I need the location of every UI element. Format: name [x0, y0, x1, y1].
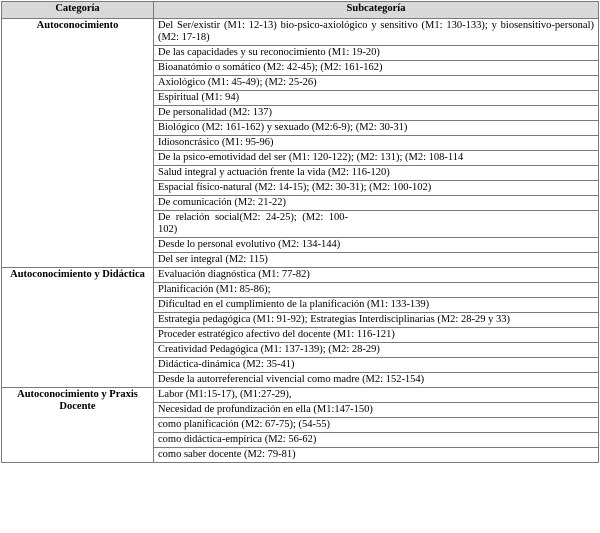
subcategory-cell: Axiológico (M1: 45-49); (M2: 25-26)	[154, 76, 599, 91]
header-category: Categoría	[2, 2, 154, 19]
subcategory-cell: como saber docente (M2: 79-81)	[154, 448, 599, 463]
category-cell: Autoconocimiento y Didáctica	[2, 268, 154, 388]
subcategory-cell: Desde lo personal evolutivo (M2: 134-144)	[154, 238, 599, 253]
table-row	[2, 19, 599, 46]
subcategory-cell: Salud integral y actuación frente la vida (M2: 116-120)	[154, 166, 599, 181]
subcategory-cell: Dificultad en el cumplimiento de la planificación (M1: 133-139)	[154, 298, 599, 313]
header-row	[2, 2, 599, 19]
subcategory-cell: De las capacidades y su reconocimiento (M1: 19-20)	[154, 46, 599, 61]
subcategory-cell: Evaluación diagnóstica (M1: 77-82)	[154, 268, 599, 283]
subcategory-cell: De la psico-emotividad del ser (M1: 120-122); (M2: 131); (M2: 108-114	[154, 151, 599, 166]
subcategory-cell: Idiosoncrásico (M1: 95-96)	[154, 136, 599, 151]
category-cell: Autoconocimiento	[2, 19, 154, 268]
table-row	[2, 388, 599, 403]
subcategory-cell: De comunicación (M2: 21-22)	[154, 196, 599, 211]
subcategory-cell: Proceder estratégico afectivo del docente (M1: 116-121)	[154, 328, 599, 343]
subcategory-cell: Bioanatómio o somático (M2: 42-45); (M2: 161-162)	[154, 61, 599, 76]
subcategory-cell: Espiritual (M1: 94)	[154, 91, 599, 106]
subcategory-cell: Labor (M1:15-17), (M1:27-29),	[154, 388, 599, 403]
subcategory-cell: Necesidad de profundización en ella (M1:147-150)	[154, 403, 599, 418]
subcategory-cell: Biológico (M2: 161-162) y sexuado (M2:6-9); (M2: 30-31)	[154, 121, 599, 136]
subcategory-cell: De personalidad (M2: 137)	[154, 106, 599, 121]
category-cell: Autoconocimiento y Praxis Docente	[2, 388, 154, 463]
table-row	[2, 268, 599, 283]
subcategory-cell: Creatividad Pedagógica (M1: 137-139); (M2: 28-29)	[154, 343, 599, 358]
subcategory-cell: Estrategia pedagógica (M1: 91-92); Estrategias Interdisciplinarias (M2: 28-29 y 33)	[154, 313, 599, 328]
subcategory-cell: Espacial físico-natural (M2: 14-15); (M2: 30-31); (M2: 100-102)	[154, 181, 599, 196]
category-table	[1, 1, 599, 463]
subcategory-cell: Del Ser/existir (M1: 12-13) bio-psico-axiológico y sensitivo (M1: 130-133); y biosensitivo-personal) (M2: 17-18)	[154, 19, 599, 46]
subcategory-cell: como planificación (M2: 67-75); (54-55)	[154, 418, 599, 433]
subcategory-cell: Planificación (M1: 85-86);	[154, 283, 599, 298]
subcategory-cell: Desde la autorreferencial vivencial como madre (M2: 152-154)	[154, 373, 599, 388]
subcategory-cell: De relación social(M2: 24-25); (M2: 100-102)	[154, 211, 599, 238]
subcategory-cell: Didáctica-dinámica (M2: 35-41)	[154, 358, 599, 373]
subcategory-cell: como didáctica-empírica (M2: 56-62)	[154, 433, 599, 448]
header-subcategory: Subcategoría	[154, 2, 599, 19]
subcategory-cell: Del ser integral (M2: 115)	[154, 253, 599, 268]
